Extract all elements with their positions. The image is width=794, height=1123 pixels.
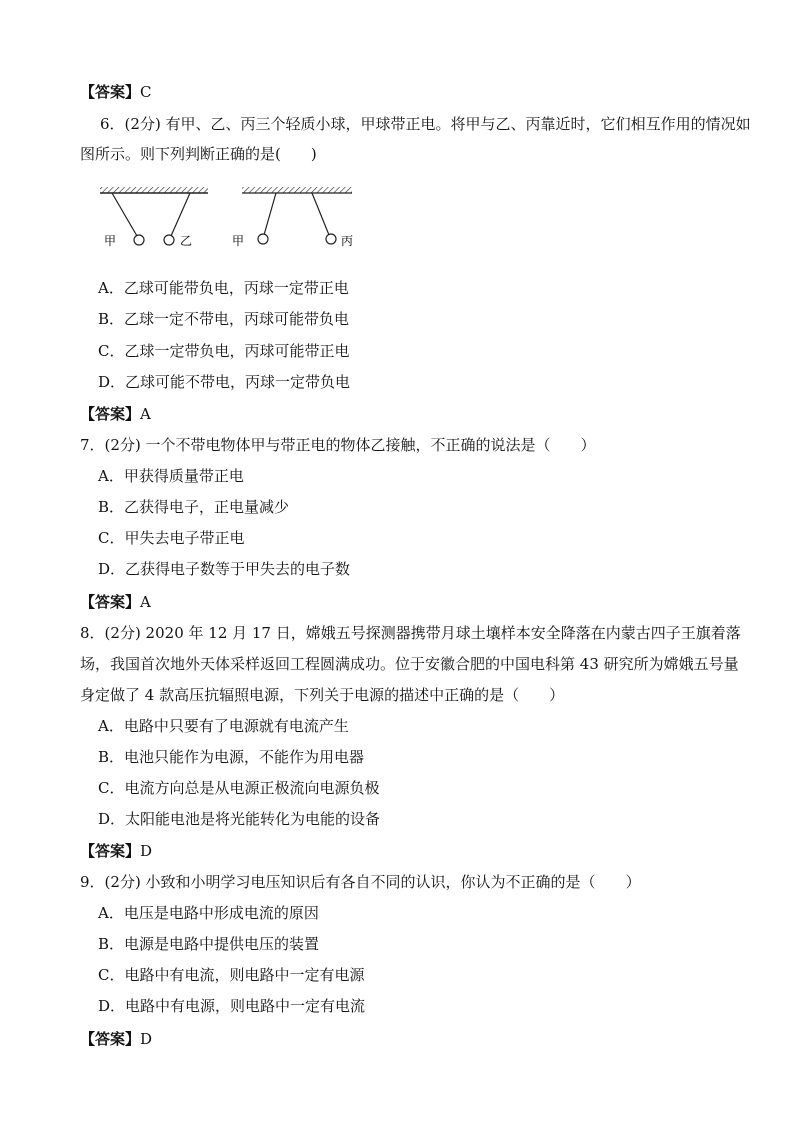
question-8-stem-cont2: 身定做了 4 款高压抗辐照电源，下列关于电源的描述中正确的是（ ） <box>80 686 565 704</box>
answer-value: D <box>140 842 153 860</box>
question-6-stem: 6．(2分) 有甲、乙、丙三个轻质小球，甲球带正电。将甲与乙、丙靠近时，它们相互作用的情况如 <box>100 115 751 133</box>
thread-jia-left <box>112 193 137 236</box>
label-jia-right: 甲 <box>232 234 245 248</box>
option-8a: A．电路中只要有了电源就有电流产生 <box>98 717 349 735</box>
option-7b: B．乙获得电子，正电量减少 <box>98 498 290 516</box>
answer-label: 【答案】 <box>80 1030 141 1048</box>
label-yi: 乙 <box>180 234 193 248</box>
answer-q7 <box>80 592 151 612</box>
option-8d: D．太阳能电池是将光能转化为电能的设备 <box>98 810 381 828</box>
answer-value: C <box>140 83 152 101</box>
left-ceiling <box>100 187 208 193</box>
answer-q8 <box>80 841 152 861</box>
question-7-stem: 7．(2分) 一个不带电物体甲与带正电的物体乙接触，不正确的说法是（ ） <box>80 436 596 454</box>
option-7c: C．甲失去电子带正电 <box>98 529 245 547</box>
label-jia-left: 甲 <box>104 234 117 248</box>
answer-value: A <box>140 405 151 423</box>
option-7a: A．甲获得质量带正电 <box>98 467 244 485</box>
option-8b: B．电池只能作为电源，不能作为用电器 <box>98 748 365 766</box>
option-9a: A．电压是电路中形成电流的原因 <box>98 904 319 922</box>
question-6-stem-cont: 图所示。则下列判断正确的是( ) <box>80 145 317 163</box>
option-6a: A．乙球可能带负电，丙球一定带正电 <box>98 279 349 297</box>
right-ceiling <box>242 187 352 193</box>
ball-yi <box>164 235 174 245</box>
option-6b: B．乙球一定不带电，丙球可能带负电 <box>98 310 350 328</box>
question-9-stem: 9．(2分) 小致和小明学习电压知识后有各自不同的认识，你认为不正确的是（ ） <box>80 873 641 891</box>
answer-value: D <box>140 1030 153 1048</box>
option-9c: C．电路中有电流，则电路中一定有电源 <box>98 966 365 984</box>
question-8-stem: 8．(2分) 2020 年 12 月 17 日，嫦娥五号探测器携带月球土壤样本安全降落在内蒙古四子王旗着落 <box>80 624 741 642</box>
option-6d: D．乙球可能不带电，丙球一定带负电 <box>98 373 351 391</box>
answer-q6 <box>80 404 151 424</box>
answer-label: 【答案】 <box>80 83 141 101</box>
option-9d: D．电路中有电源，则电路中一定有电流 <box>98 997 366 1015</box>
thread-yi <box>171 193 190 236</box>
answer-label: 【答案】 <box>80 593 141 611</box>
charged-balls-figure <box>100 183 360 253</box>
answer-value: A <box>140 593 151 611</box>
answer-q9 <box>80 1029 152 1049</box>
answer-q5 <box>80 82 152 102</box>
option-8c: C．电流方向总是从电源正极流向电源负极 <box>98 779 380 797</box>
thread-jia-right <box>264 193 276 235</box>
option-6c: C．乙球一定带负电，丙球可能带正电 <box>98 342 350 360</box>
ball-bing <box>326 234 336 244</box>
ball-jia-left <box>134 235 144 245</box>
option-9b: B．电源是电路中提供电压的装置 <box>98 935 320 953</box>
option-7d: D．乙获得电子数等于甲失去的电子数 <box>98 560 351 578</box>
ball-jia-right <box>258 234 268 244</box>
label-bing: 丙 <box>341 234 354 248</box>
answer-label: 【答案】 <box>80 842 141 860</box>
answer-label: 【答案】 <box>80 405 141 423</box>
thread-bing <box>312 193 329 235</box>
question-8-stem-cont: 场，我国首次地外天体采样返回工程圆满成功。位于安徽合肥的中国电科第 43 研究所为嫦娥五号量 <box>80 655 739 673</box>
